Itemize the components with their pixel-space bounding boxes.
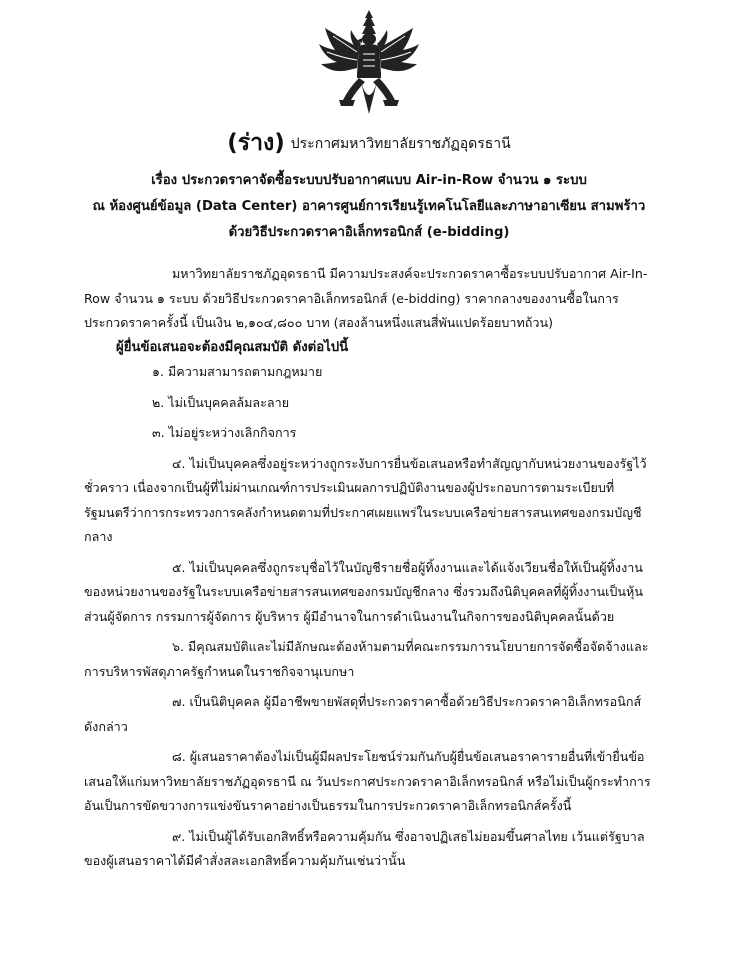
garuda-emblem-icon [313, 8, 425, 120]
qualification-item: ๑. มีความสามารถตามกฎหมาย [152, 364, 323, 379]
qualification-item: ๘. ผู้เสนอราคาต้องไม่เป็นผู้มีผลประโยชน์ร่วมกันกับผู้ยื่นข้อเสนอราคารายอื่นที่เข้ายื่นข้อเสนอให้แก่มหาวิทยาลัยราชภัฏอุดรธานี ณ วันประกาศประกวดราคาอิเล็กทรอนิกส์ หรือไม่เป็นผู้กระทำการอันเป็นการขัดขวางการแข่งขันราคาอย่างเป็นธรรมในการประกวดราคาอิเล็กทรอนิกส์ครั้งนี้ [84, 749, 651, 813]
qualification-item: ๙. ไม่เป็นผู้ได้รับเอกสิทธิ์หรือความคุ้มกัน ซึ่งอาจปฏิเสธไม่ยอมขึ้นศาลไทย เว้นแต่รัฐบาลของผู้เสนอราคาได้มีคำสั่งสละเอกสิทธิ์ความคุ้มกันเช่นว่านั้น [84, 828, 645, 868]
subject-line-3: ด้วยวิธีประกวดราคาอิเล็กทรอนิกส์ (e-bidding) [228, 225, 510, 240]
draft-mark: (ร่าง) [227, 130, 285, 156]
qualification-item: ๗. เป็นนิติบุคคล ผู้มีอาชีพขายพัสดุที่ประกวดราคาซื้อด้วยวิธีประกวดราคาอิเล็กทรอนิกส์ ดังกล่าว [84, 694, 642, 734]
qualifications-title: ผู้ยื่นข้อเสนอจะต้องมีคุณสมบัติ ดังต่อไปนี้ [116, 339, 349, 355]
subject-block [0, 168, 738, 246]
announcer-title: ประกาศมหาวิทยาลัยราชภัฏอุดรธานี [290, 136, 511, 152]
qualification-item: ๖. มีคุณสมบัติและไม่มีลักษณะต้องห้ามตามที่คณะกรรมการนโยบายการจัดซื้อจัดจ้างและการบริหารพัสดุภาครัฐกำหนดในราชกิจจานุเบกษา [84, 639, 649, 679]
subject-line-1: เรื่อง ประกวดราคาจัดซื้อระบบปรับอากาศแบบ Air-in-Row จำนวน ๑ ระบบ [151, 173, 587, 188]
announcement-header [0, 130, 738, 157]
intro-paragraph: มหาวิทยาลัยราชภัฏอุดรธานี มีความประสงค์จะประกวดราคาซื้อระบบปรับอากาศ Air-In-Row จำนวน ๑ ระบบ ด้วยวิธีประกวดราคาอิเล็กทรอนิกส์ (e-bidding) ราคากลางของงานซื้อในการประกวดราคาครั้งนี้ เป็นเงิน ๒,๑๐๔,๘๐๐ บาท (สองล้านหนึ่งแสนสี่พันแปดร้อยบาทถ้วน) [84, 266, 648, 330]
qualification-item: ๒. ไม่เป็นบุคคลล้มละลาย [152, 394, 290, 410]
qualification-item: ๔. ไม่เป็นบุคคลซึ่งอยู่ระหว่างถูกระงับการยื่นข้อเสนอหรือทำสัญญากับหน่วยงานของรัฐไว้ชั่วคราว เนื่องจากเป็นผู้ที่ไม่ผ่านเกณฑ์การประเมินผลการปฏิบัติงานของผู้ประกอบการตามระเบียบที่รัฐมนตรีว่าการกระทรวงการคลังกำหนดตามที่ประกาศเผยแพร่ในระบบเครือข่ายสารสนเทศของกรมบัญชีกลาง [84, 455, 647, 544]
qualification-item: ๓. ไม่อยู่ระหว่างเลิกกิจการ [152, 425, 297, 440]
qualification-item: ๕. ไม่เป็นบุคคลซึ่งถูกระบุชื่อไว้ในบัญชีรายชื่อผู้ทิ้งงานและได้แจ้งเวียนชื่อให้เป็นผู้ทิ้งงานของหน่วยงานของรัฐในระบบเครือข่ายสารสนเทศของกรมบัญชีกลาง ซึ่งรวมถึงนิติบุคคลที่ผู้ทิ้งงานเป็นหุ้นส่วนผู้จัดการ กรรมการผู้จัดการ ผู้บริหาร ผู้มีอำนาจในการดำเนินงานในกิจการของนิติบุคคลนั้นด้วย [84, 559, 643, 624]
announcement-body [84, 262, 658, 874]
subject-line-2: ณ ห้องศูนย์ข้อมูล (Data Center) อาคารศูนย์การเรียนรู้เทคโนโลยีและภาษาอาเซียน สามพร้าว [92, 199, 646, 214]
